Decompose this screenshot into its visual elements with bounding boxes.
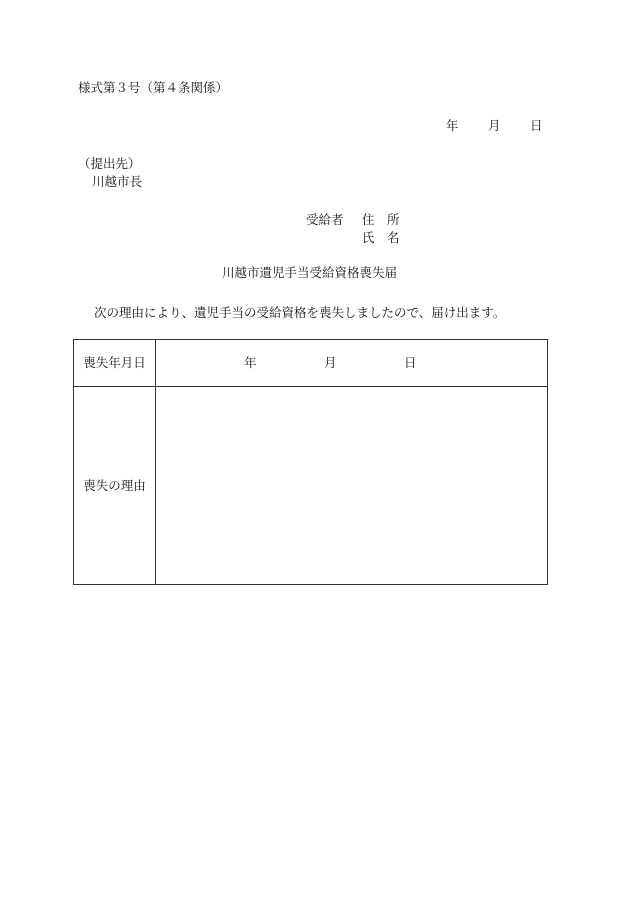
recipient-role: 受給者 (306, 212, 344, 227)
loss-date-year: 年 (244, 355, 257, 370)
loss-info-table (73, 339, 548, 585)
recipient-name-label: 氏 名 (362, 230, 400, 245)
loss-reason-field[interactable] (156, 387, 548, 585)
document-title: 川越市遺児手当受給資格喪失届 (222, 265, 398, 280)
loss-date-day: 日 (404, 355, 417, 370)
table-row-loss-date (74, 340, 548, 387)
form-number: 様式第３号（第４条関係） (78, 80, 229, 95)
recipient-address-label: 住 所 (362, 212, 400, 227)
loss-reason-label: 喪失の理由 (74, 387, 156, 585)
date-year: 年 (446, 118, 459, 133)
date-day: 日 (530, 118, 543, 133)
addressee-name: 川越市長 (92, 174, 143, 189)
submission-date (446, 118, 543, 134)
loss-date-month: 月 (324, 355, 337, 370)
loss-date-label: 喪失年月日 (74, 340, 156, 387)
date-month: 月 (488, 118, 501, 133)
table-row-loss-reason (74, 387, 548, 585)
recipient-address-row (306, 212, 400, 228)
addressee-label: （提出先） (78, 156, 141, 171)
body-text: 次の理由により、遺児手当の受給資格を喪失しましたので、届け出ます。 (94, 305, 506, 320)
loss-date-field[interactable] (156, 340, 548, 387)
